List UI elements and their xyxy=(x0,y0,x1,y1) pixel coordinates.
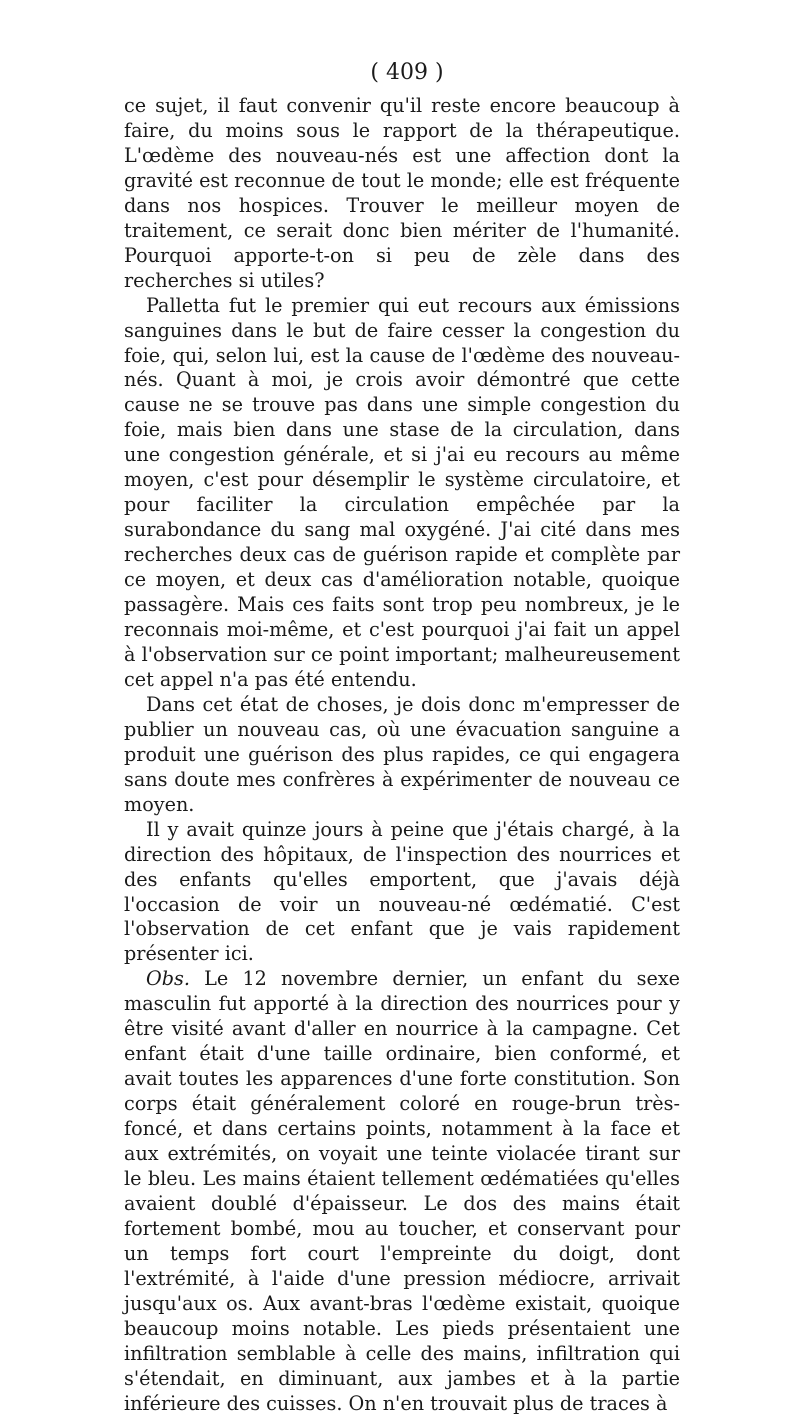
observation-label: Obs. xyxy=(146,967,190,991)
paragraph-palletta: Palletta fut le premier qui eut recours aux émissions sanguines dans le but de faire cesser la congestion du foie, qui, selon lui, est la cause de l'œdème des nouveau-nés. Quant à moi, je crois avoir démontré que cette cause ne se trouve pas dans une simple congestion du foie, mais bien dans une stase de la circulation, dans une congestion générale, et si j'ai eu recours au même moyen, c'est pour désemplir le système circulatoire, et pour faciliter la circulation empêchée par la surabondance du sang mal oxygéné. J'ai cité dans mes recherches deux cas de guérison rapide et complète par ce moyen, et deux cas d'amélioration notable, quoique passagère. Mais ces faits sont trop peu nombreux, je le reconnais moi-même, et c'est pourquoi j'ai fait un appel à l'observation sur ce point important; malheureusement cet appel n'a pas été entendu. xyxy=(124,293,680,691)
book-page xyxy=(124,58,680,1417)
paragraph-inspection: Il y avait quinze jours à peine que j'étais chargé, à la direction des hôpitaux, de l'inspection des nourrices et des enfants qu'elles emportent, que j'avais déjà l'occasion de voir un nouveau-né œdématié. C'est l'observation de cet enfant que je vais rapidement présenter ici. xyxy=(124,817,680,966)
page-number: ( 409 ) xyxy=(370,60,444,85)
paragraph-continuation: ce sujet, il faut convenir qu'il reste encore beaucoup à faire, du moins sous le rapport de la thérapeutique. L'œdème des nouveau-nés est une affection dont la gravité est reconnue de tout le monde; elle est fréquente dans nos hospices. Trouver le meilleur moyen de traitement, ce serait donc bien mériter de l'humanité. Pourquoi apporte-t-on si peu de zèle dans des recherches si utiles? xyxy=(124,94,680,292)
paragraph-observation xyxy=(124,967,680,1416)
observation-text: Le 12 novembre dernier, un enfant du sexe masculin fut apporté à la direction des nourrices pour y être visité avant d'aller en nourrice à la campagne. Cet enfant était d'une taille ordinaire, bien conformé, et avait toutes les apparences d'une forte constitution. Son corps était généralement coloré en rouge-brun très-foncé, et dans certains points, notamment à la face et aux extrémités, on voyait une teinte violacée tirant sur le bleu. Les mains étaient tellement œdématiées qu'elles avaient doublé d'épaisseur. Le dos des mains était fortement bombé, mou au toucher, et conservant pour un temps fort court l'empreinte du doigt, dont l'extrémité, à l'aide d'une pression médiocre, arrivait jusqu'aux os. Aux avant-bras l'œdème existait, quoique beaucoup moins notable. Les pieds présentaient une infiltration semblable à celle des mains, infiltration qui s'étendait, en diminuant, aux jambes et à la partie inférieure des cuisses. On n'en trouvait plus de traces à xyxy=(124,967,680,1415)
paragraph-new-case: Dans cet état de choses, je dois donc m'empresser de publier un nouveau cas, où une évacuation sanguine a produit une guérison des plus rapides, ce qui engagera sans doute mes confrères à expérimenter de nouveau ce moyen. xyxy=(124,692,680,816)
